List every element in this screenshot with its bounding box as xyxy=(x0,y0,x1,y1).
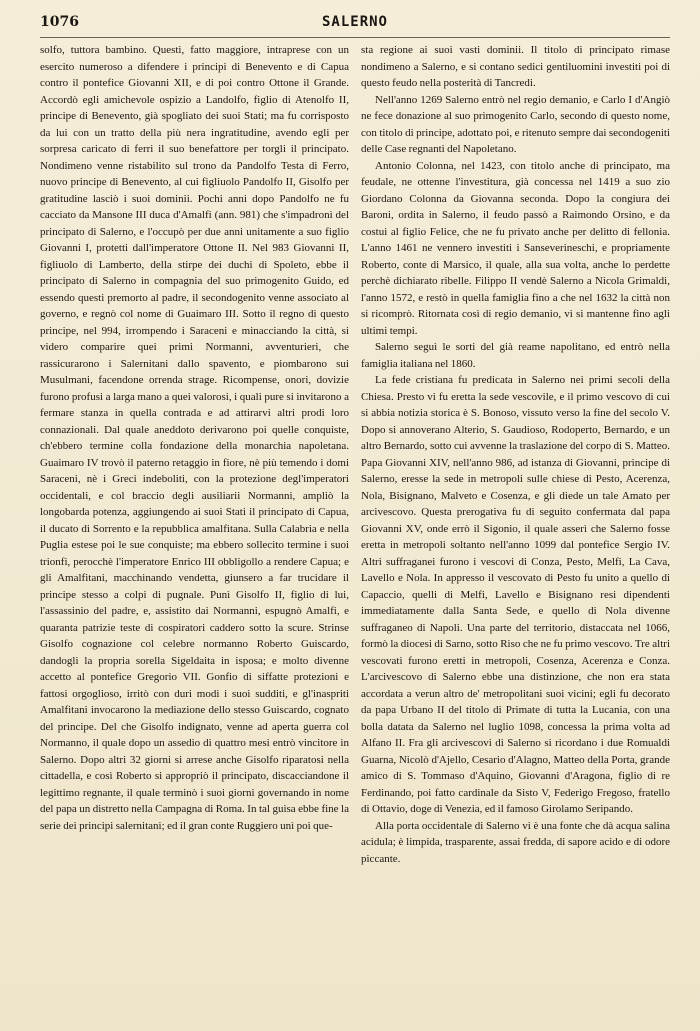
page-header xyxy=(40,14,670,36)
right-column xyxy=(361,42,670,937)
paragraph: Salerno seguì le sorti del già reame napolitano, ed entrò nella famiglia italiana nel 1860. xyxy=(361,341,670,370)
header-rule xyxy=(40,37,670,38)
paragraph: sta regione ai suoi vasti dominii. Il titolo di principato rimase nondimeno a Salerno, e si contano sedici gentiluomini investiti poi di questo feudo nella posterità di Tancredi. xyxy=(361,44,670,89)
paragraph: Nell'anno 1269 Salerno entrò nel regio demanio, e Carlo I d'Angiò ne fece donazione al suo primogenito Carlo, secondo di questo nome, con titolo di principe, adottato poi, e ritenuto sempre dai secondogeniti delle Case regnanti del Napoletano. xyxy=(361,93,670,155)
page-number: 1076 xyxy=(40,14,79,30)
paragraph: La fede cristiana fu predicata in Salerno nei primi secoli della Chiesa. Presto vi fu eretta la sede vescovile, e il primo vescovo di cui si abbia notizia storica è S. Bonoso, vissuto verso la fine del secolo V. Dopo si annoverano Alterio, S. Gaudioso, Rodoperto, Bernardo, e un altro Bernardo, sotto cui avvenne la traslazione del corpo di S. Matteo. Papa Giovanni XIV, nell'anno 986, ad istanza di Giovanni, principe di Salerno, eresse la sede in metropoli sulle chiese di Pesto, Acerenza, Nola, Bisignano, Malveto e Cosenza, e gli diede un tale Amato per arcivescovo. Questa prerogativa fu di seguito confermata dal papa Giovanni XV, onde errò il Sigonio, il quale asserì che Salerno fosse eretta in metropoli soltanto nell'anno 1099 dal pontefice Sergio IV. Altri suffraganei furono i vescovi di Conza, Pesto, Melfi, La Cava, Lavello e Nola. In appresso il vescovato di Pesto fu unito a quello di Capaccio, quelli di Melfi, Lavello e Bisignano resi dipendenti immediatamente dalla Santa Sede, e quello di Nola divenne suffraganeo di Napoli. Una parte del territorio, distaccata nel 1066, formò la diocesi di Sarno, sotto Riso che ne fu primo vescovo. Tre altri vescovati furono eretti in metropoli, Cosenza, Acerenza e Conza. L'arcivescovo di Salerno ebbe una distinzione, che non era stata accordata a verun altro de' metropolitani suoi vicini; egli fu decorato da papa Urbano II del titolo di Primate di tutta la Lucania, con una bolla datata da Salerno nel luglio 1098, concessa la prima volta ad Alfano II. Fra gli arcivescovi di Salerno si ricordano i due Romualdi Guarna, Nicolò d'Ajello, Cesario d'Alagno, Matteo della Porta, grande amico di S. Tommaso d'Aquino, Giovanni d'Aragona, figlio di re Ferdinando, poi fatto cardinale da Sisto V, Federigo Fregoso, fratello di Ottavio, doge di Venezia, ed il famoso Girolamo Seripando. xyxy=(361,374,670,815)
left-column xyxy=(40,42,349,937)
running-title: SALERNO xyxy=(321,14,388,30)
text-columns xyxy=(40,42,670,937)
paragraph: solfo, tuttora bambino. Questi, fatto maggiore, intraprese con un esercito numeroso a difendere i principi di Benevento e di Capua contro il pontefice Giovanni XII, e di poi contro Ottone il Grande. Accordò egli amichevole ospizio a Landolfo, figlio di Atenolfo II, principe di Benevento, già spogliato dei suoi Stati; ma fu corrisposto da lui con un tratto della più nera ingratitudine, avendo egli per sorpresa caricato di ferri il suo benefattore per torgli il principato. Nondimeno venne ristabilito sul trono da Pandolfo Testa di Ferro, nuovo principe di Benevento, al cui figliuolo Pandolfo II, Gisolfo per gratitudine lasciò i suoi dominii. Pochi anni dopo Pandolfo ne fu cacciato da Mansone III duca d'Amalfi (ann. 981) che s'impadronì del principato di Salerno, e l'occupò per due anni unitamente a suo figlio Giovanni I, protetti dall'imperatore Ottone II. Nel 983 Giovanni II, figliuolo di Lamberto, della stirpe dei duchi di Spoleto, ebbe il principato di Salerno in compagnia del suo primogenito Guido, ed essendo questi premorto al padre, il secondogenito venne associato al governo, e regnò col nome di Guaimaro III. Sotto il regno di questo principe, nel 994, irrompendo i Saraceni e minacciando la città, si videro comparire quei primi Normanni, avventurieri, che rassicurarono i Salernitani dallo spavento, e piombarono sui Musulmani, facendone orrenda strage. Ricompense, onori, dovizie furono profusi a larga mano a quei valorosi, i quali pure si invitarono a fermare stanza in quella contrada e ad attirarvi altri prodi loro connazionali. Dal quale aneddoto derivarono poi quelle conquiste, ch'ebbero termine colla fondazione della monarchia napoletana. Guaimaro IV trovò il paterno retaggio in fiore, nè più temendo i domi Saraceni, nè i Greci indeboliti, con la protezione degl'imperatori occidentali, e col braccio degli ausiliarii Normanni, ampliò la longobarda potenza, aggiungendo ai suoi Stati il principato di Capua, il ducato di Sorrento e la repubblica amalfitana. Sulla Calabria e nella Puglia estese poi le sue conquiste; ma ebbero sollecito termine i suoi trionfi, perocchè l'imperatore Enrico III obbligollo a rendere Capua; e gli Amalfitani, macchinando vendetta, giunsero a far trucidare il principe stesso a colpi di pugnale. Punì Gisolfo II, figlio di lui, l'assassinio del padre, e, assistito dai Normanni, espugnò Amalfi, e quaranta patrizie teste di cospiratori caddero sotto la scure. Strinse Gisolfo cognazione col celebre normanno Roberto Guiscardo, dandogli la propria sorella Sigeldaita in isposa; e molto divenne accetto al pontefice Gregorio VII. Gonfio di siffatte protezioni e fattosi orgoglioso, irritò con duri modi i suoi sudditi, e gl'inaspriti Amalfitani invocarono la mediazione dello stesso Guiscardo, cognato del principe. Del che Gisolfo indignato, venne ad aperta guerra col Normanno, il quale dopo un assedio di quattro mesi entrò vincitore in Salerno. Dopo altri 32 giorni si arrese anche Gisolfo riparatosi nella cittadella, e così Roberto si appropriò il principato, discacciandone il legittimo regnante, il quale terminò i suoi giorni governando in nome del papa un distretto nella Campagna di Roma. In tal guisa ebbe fine la serie dei principi salernitani; ed il gran conte Ruggiero unì poi que- xyxy=(40,44,349,832)
paragraph: Antonio Colonna, nel 1423, con titolo anche di principato, ma feudale, ne ottenne l'investitura, già concessa nel 1419 a suo zio Giordano Colonna da Giovanna seconda. Dopo la congiura dei Baroni, ordita in Salerno, il feudo passò a Raimondo Orsino, e da costui al figlio Felice, che ne fu privato anche per delitto di fellonia. L'anno 1461 ne vennero investiti i Sanseverineschi, e propriamente Roberto, conte di Marsico, il quale, alla sua volta, anche lo perdette perchè dichiarato ribelle. Filippo II vendè Salerno a Nicola Grimaldi, l'anno 1572, e restò in quella famiglia fino a che nel 1632 la città non si ricomprò. Ritornata così di regio demanio, vi si mantenne fino agli ultimi tempi. xyxy=(361,159,670,337)
paragraph: Alla porta occidentale di Salerno vi è una fonte che dà acqua salina acidula; è limpida, trasparente, assai fredda, di sapore acido e di odore piccante. xyxy=(361,819,670,865)
column-gutter xyxy=(355,42,356,937)
